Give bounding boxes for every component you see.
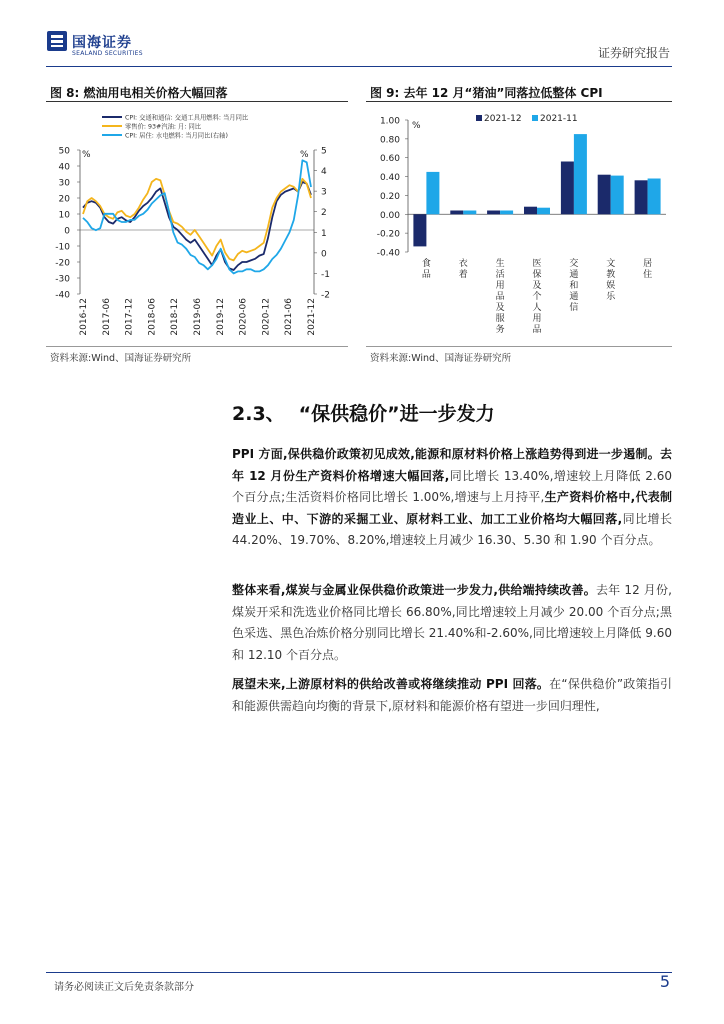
x-tick-10: 2021-12 [307, 298, 317, 336]
bar-1-6 [648, 179, 661, 215]
bar-0-1 [450, 211, 463, 215]
line-chart-axes [55, 147, 330, 301]
bar-1-3 [537, 208, 550, 215]
y-tick-4: 0.20 [379, 191, 400, 202]
x-tick-9: 2021-06 [284, 298, 295, 336]
left-tick-6: -10 [55, 242, 70, 253]
left-tick-7: -20 [55, 258, 70, 269]
brand-name-en: SEALAND SECURITIES [72, 50, 143, 57]
paragraph-outlook [232, 674, 672, 717]
legend-label-1: 2021-11 [540, 114, 578, 124]
disclaimer-note: 请务必阅读正文后免责条款部分 [54, 982, 194, 993]
legend-swatch-1 [532, 115, 538, 121]
left-tick-9: -40 [55, 290, 70, 301]
y-tick-5: 0.00 [379, 210, 400, 221]
paragraph-ppi-bold-2: 生产资料价格中,代表制造业上、中、下游的采掘工业、原材料工业、加工工业价格均大幅回落, [232, 490, 673, 526]
left-tick-2: 30 [58, 178, 70, 189]
figure-8-title-rule [46, 101, 348, 102]
figure-9-title-rule [366, 101, 672, 102]
category-label-0: 食品 [421, 259, 431, 280]
x-tick-7: 2020-06 [238, 298, 249, 336]
x-tick-3: 2018-06 [147, 298, 158, 336]
x-tick-0: 2016-12 [79, 298, 89, 336]
bar-chart-bars [413, 134, 660, 246]
paragraph-coal-metal-bold: 整体来看,煤炭与金属业保供稳价政策进一步发力,供给端持续改善。 [232, 583, 596, 597]
paragraph-ppi-text-2: 同比增长 44.20%、19.70%、8.20%,增速较上月减少 16.30、5.30 和 1.90 个百分点。 [232, 511, 672, 547]
bar-1-1 [463, 211, 476, 215]
category-label-3: 医保及个人用品 [532, 259, 542, 335]
y-tick-2: 0.60 [379, 154, 400, 165]
paragraph-coal-metal [232, 580, 672, 666]
logo [46, 30, 156, 66]
x-tick-2: 2017-12 [124, 298, 135, 336]
left-tick-0: 50 [58, 146, 70, 157]
figure-9-title: 图 9: 去年 12 月“猪油”同落拉低整体 CPI [370, 86, 603, 100]
y-tick-0: 1.00 [379, 116, 400, 127]
bar-0-6 [635, 180, 648, 214]
left-tick-8: -30 [55, 274, 70, 285]
logo-mark-icon [46, 30, 68, 52]
x-tick-6: 2019-12 [215, 298, 226, 336]
paragraph-coal-metal-text: 去年 12 月份,煤炭开采和洗选业价格同比增长 66.80%,同比增速较上月减少 20.00 个百分点;黑色采选、黑色冶炼价格分别同比增长 21.40%和-2.60%,同比增速较上月降低 9.60 和 12.10 个百分点。 [232, 583, 672, 662]
brand-name: 国海证券 [72, 35, 132, 51]
category-label-6: 居住 [643, 259, 653, 280]
y-tick-1: 0.80 [379, 135, 400, 146]
x-tick-4: 2018-12 [170, 298, 181, 336]
right-axis-unit: % [300, 150, 309, 160]
x-tick-1: 2017-06 [101, 298, 112, 336]
x-tick-5: 2019-06 [193, 298, 203, 336]
bar-1-5 [611, 176, 624, 215]
legend-label-1: 零售价: 93#汽油: 月: 同比 [125, 123, 202, 131]
legend-swatch-0 [476, 115, 482, 121]
bar-0-2 [487, 211, 500, 215]
right-tick-3: 2 [321, 208, 327, 219]
figure-8-title: 图 8: 燃油用电相关价格大幅回落 [50, 86, 228, 100]
section-title-text: “保供稳价”进一步发力 [298, 403, 495, 425]
section-heading [232, 399, 495, 426]
paragraph-outlook-text: 在“保供稳价”政策指引和能源供需趋向均衡的背景下,原材料和能源价格有望进一步回归理性, [232, 677, 672, 713]
bar-0-3 [524, 207, 537, 215]
section-number: 2.3、 [232, 403, 285, 425]
y-tick-6: -0.20 [376, 229, 400, 240]
right-tick-7: -2 [321, 290, 330, 301]
left-tick-1: 40 [58, 162, 70, 173]
footer-divider [46, 972, 672, 973]
figure-8-source-rule [46, 346, 348, 347]
line-chart-series [83, 160, 311, 273]
y-axis-unit: % [412, 121, 421, 131]
report-type: 证券研究报告 [597, 46, 670, 60]
series-line-0 [83, 182, 311, 270]
right-tick-0: 5 [321, 146, 327, 157]
left-axis-unit: % [82, 150, 91, 160]
fuel-power-price-line-chart [46, 104, 346, 344]
bar-0-0 [413, 214, 426, 246]
right-tick-1: 4 [321, 167, 327, 178]
line-chart-legend [102, 113, 249, 140]
legend-label-2: CPI: 居住: 水电燃料: 当月同比(右轴) [125, 132, 228, 140]
legend-label-0: 2021-12 [484, 114, 522, 124]
right-tick-4: 1 [321, 228, 327, 239]
right-tick-6: -1 [321, 269, 330, 280]
series-line-2 [83, 160, 311, 273]
paragraph-ppi-text-1: 同比增长 13.40%,增速较上月降低 2.60 个百分点;生活资料价格同比增长 1.00%,增速与上月持平, [232, 468, 672, 504]
paragraph-ppi [232, 444, 672, 552]
category-label-4: 交通和通信 [569, 259, 579, 313]
category-label-5: 文教娱乐 [606, 259, 616, 302]
bar-1-4 [574, 134, 587, 214]
cpi-contribution-bar-chart [366, 104, 672, 344]
x-tick-8: 2020-12 [261, 298, 272, 336]
bar-1-2 [500, 211, 513, 215]
bar-1-0 [426, 172, 439, 214]
page-number: 5 [659, 972, 670, 991]
left-tick-4: 10 [58, 210, 70, 221]
figure-9-source-rule [366, 346, 672, 347]
bar-0-5 [598, 175, 611, 215]
right-tick-2: 3 [321, 187, 327, 198]
right-tick-5: 0 [321, 249, 327, 260]
figure-9-source: 资料来源:Wind、国海证券研究所 [370, 353, 512, 364]
paragraph-outlook-bold: 展望未来,上游原材料的供给改善或将继续推动 PPI 回落。 [232, 677, 550, 691]
category-label-2: 生活用品及服务 [495, 259, 505, 335]
page-header [0, 0, 724, 72]
y-tick-3: 0.40 [379, 173, 400, 184]
y-tick-7: -0.40 [376, 248, 400, 259]
line-chart-x-ticks [79, 298, 317, 336]
bar-chart-categories [422, 257, 652, 335]
figure-8-source: 资料来源:Wind、国海证券研究所 [50, 353, 192, 364]
paragraph-ppi-bold-1: PPI 方面,保供稳价政策初见成效,能源和原材料价格上涨趋势得到进一步遏制。去年 12 月份生产资料价格增速大幅回落, [232, 447, 672, 483]
left-tick-5: 0 [64, 226, 70, 237]
legend-label-0: CPI: 交通和通信: 交通工具用燃料: 当月同比 [125, 114, 249, 122]
header-divider [46, 66, 672, 67]
bar-chart-legend [476, 114, 578, 124]
bar-0-4 [561, 162, 574, 215]
category-label-1: 衣着 [458, 259, 468, 280]
left-tick-3: 20 [58, 194, 70, 205]
